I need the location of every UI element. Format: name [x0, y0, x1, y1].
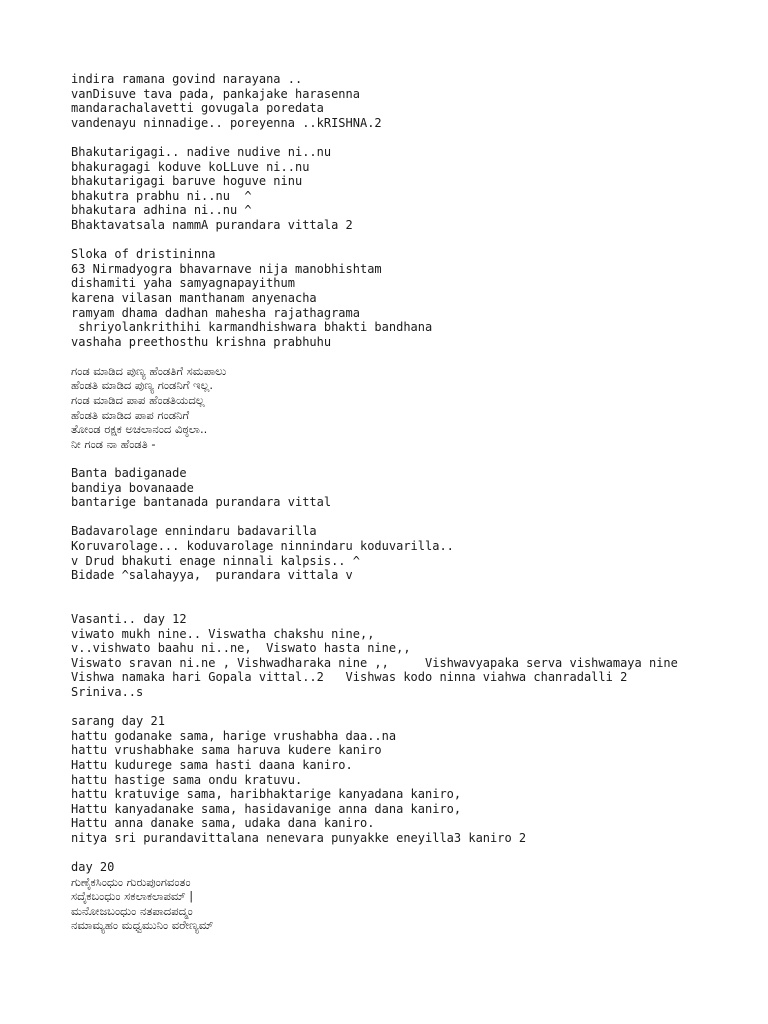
text-line: Hattu anna danake sama, udaka dana kaniro. — [71, 816, 375, 831]
text-line: ಹೆಂಡತಿ ಮಾಡಿದ ಪಾಪ ಗಂಡನಿಗೆ — [71, 407, 190, 422]
stanza-day-20 — [71, 860, 751, 933]
document-page — [71, 72, 751, 948]
text-line: karena vilasan manthanam anyenacha — [71, 290, 317, 305]
stanza-banta — [71, 466, 751, 510]
text-line: Vishwa namaka hari Gopala vittal..2 Vishwas kodo ninna viahwa chanradalli 2 — [71, 670, 628, 685]
text-line: vanDisuve tava pada, pankajake harasenna — [71, 86, 360, 101]
text-line: bhakutara adhina ni..nu ^ — [71, 203, 252, 218]
text-line: ನಮಾಮ್ಯಹಂ ಮಧ್ವಮುನಿಂ ವರೇಣ್ಯಮ್ — [71, 918, 214, 933]
text-line: bhakuragagi koduve koLLuve ni..nu — [71, 159, 310, 174]
text-line: vashaha preethosthu krishna prabhuhu — [71, 334, 332, 349]
text-line: bhakutarigagi baruve hoguve ninu — [71, 174, 303, 189]
text-line: Vasanti.. day 12 — [71, 611, 187, 626]
text-line: vandenayu ninnadige.. poreyenna ..kRISHNA.2 — [71, 115, 382, 130]
text-line: Banta badiganade — [71, 466, 187, 481]
text-line: ಮನೋಜಬಂಧುಂ ನತಪಾದಪದ್ಮಂ — [71, 903, 193, 918]
stanza-sloka — [71, 247, 751, 349]
text-line: Sloka of dristininna — [71, 247, 216, 262]
text-line: ಗಂಡ ಮಾಡಿದ ಪುಣ್ಯ ಹೆಂಡತಿಗೆ ಸಮಪಾಲು — [71, 363, 227, 378]
text-line: bantarige bantanada purandara vittal — [71, 495, 332, 510]
text-line: Sriniva..s — [71, 684, 144, 699]
text-line: bhakutra prabhu ni..nu ^ — [71, 188, 252, 203]
text-line: day 20 — [71, 860, 115, 875]
text-line: hattu godanake sama, harige vrushabha daa..na — [71, 728, 397, 743]
stanza-badavarolage — [71, 524, 751, 582]
text-line: v..vishwato baahu ni..ne, Viswato hasta nine,, — [71, 641, 411, 656]
stanza-bhakutarigagi — [71, 145, 751, 233]
text-line: hattu hastige sama ondu kratuvu. — [71, 772, 303, 787]
text-line: Hattu kanyadanake sama, hasidavanige anna dana kaniro, — [71, 801, 462, 816]
text-line: bandiya bovanaade — [71, 480, 194, 495]
text-line: 63 Nirmadyogra bhavarnave nija manobhishtam — [71, 261, 382, 276]
text-line: shriyolankrithihi karmandhishwara bhakti bandhana — [71, 320, 433, 335]
text-line: Hattu kuduregе sama hasti daana kaniro. — [71, 757, 353, 772]
text-line: nitya sri purandavittalana nenevara punyakke eneyilla3 kaniro 2 — [71, 830, 527, 845]
stanza-vasanti — [71, 612, 751, 700]
text-line: indira ramana govind narayana .. — [71, 72, 303, 86]
text-line: ಗುಣೈಕಸಿಂಧುಂ ಗುರುಪುಂಗವಂತಂ — [71, 874, 191, 889]
text-line: hattu vrushabhake sama haruva kudere kaniro — [71, 743, 382, 758]
text-line: v Drud bhakuti enage ninnali kalpsis.. ^ — [71, 553, 360, 568]
text-line: Bhakutarigagi.. nadive nudive ni..nu — [71, 144, 332, 159]
text-line: ಗಂಡ ಮಾಡಿದ ಪಾಪ ಹೆಂಡತಿಯದಲ್ಲ — [71, 393, 205, 408]
text-line: Viswato sravan ni.ne , Vishwadharaka nine ,, Vishwavyapaka serva vishwamaya nine — [71, 655, 678, 670]
stanza-sarang — [71, 714, 751, 845]
text-line: mandarachalavetti govugala poredata — [71, 101, 324, 116]
text-line: Bhaktavatsala nammA purandara vittala 2 — [71, 217, 353, 232]
text-line: Koruvarolage... koduvarolage ninnindaru koduvarilla.. — [71, 539, 454, 553]
text-line: Bidade ^salahayya, purandara vittala v — [71, 568, 353, 583]
text-line: ತೋಂಡ ರಕ್ಷಕ ಅಚಲಾನಂದ ವಿಠ್ಠಲಾ.. — [71, 422, 208, 437]
text-line: ramyam dhama dadhan mahesha rajathagrama — [71, 305, 360, 320]
text-line: ನೀ ಗಂಡ ನಾ ಹೆಂಡತಿ - — [71, 436, 156, 451]
stanza-kannada-ganda — [71, 364, 751, 452]
text-line: viwato mukh nine.. Viswatha chakshu nine,, — [71, 626, 375, 641]
text-line: ಹೆಂಡತಿ ಮಾಡಿದ ಪುಣ್ಯ ಗಂಡನಿಗೆ ಇಲ್ಲ. — [71, 378, 214, 393]
text-line: hattu kratuvige sama, haribhaktarige kanyadana kaniro, — [71, 787, 462, 802]
stanza-indira-ramana — [71, 72, 751, 130]
text-line: dishamiti yaha samyagnapayithum — [71, 276, 295, 291]
text-line: Badavarolage ennindaru badavarilla — [71, 524, 317, 539]
text-line: sarang day 21 — [71, 714, 165, 729]
text-line: ಸದೈಕಬಂಧುಂ ಸಕಲಾಕಲಾಪಮ್ | — [71, 889, 194, 904]
